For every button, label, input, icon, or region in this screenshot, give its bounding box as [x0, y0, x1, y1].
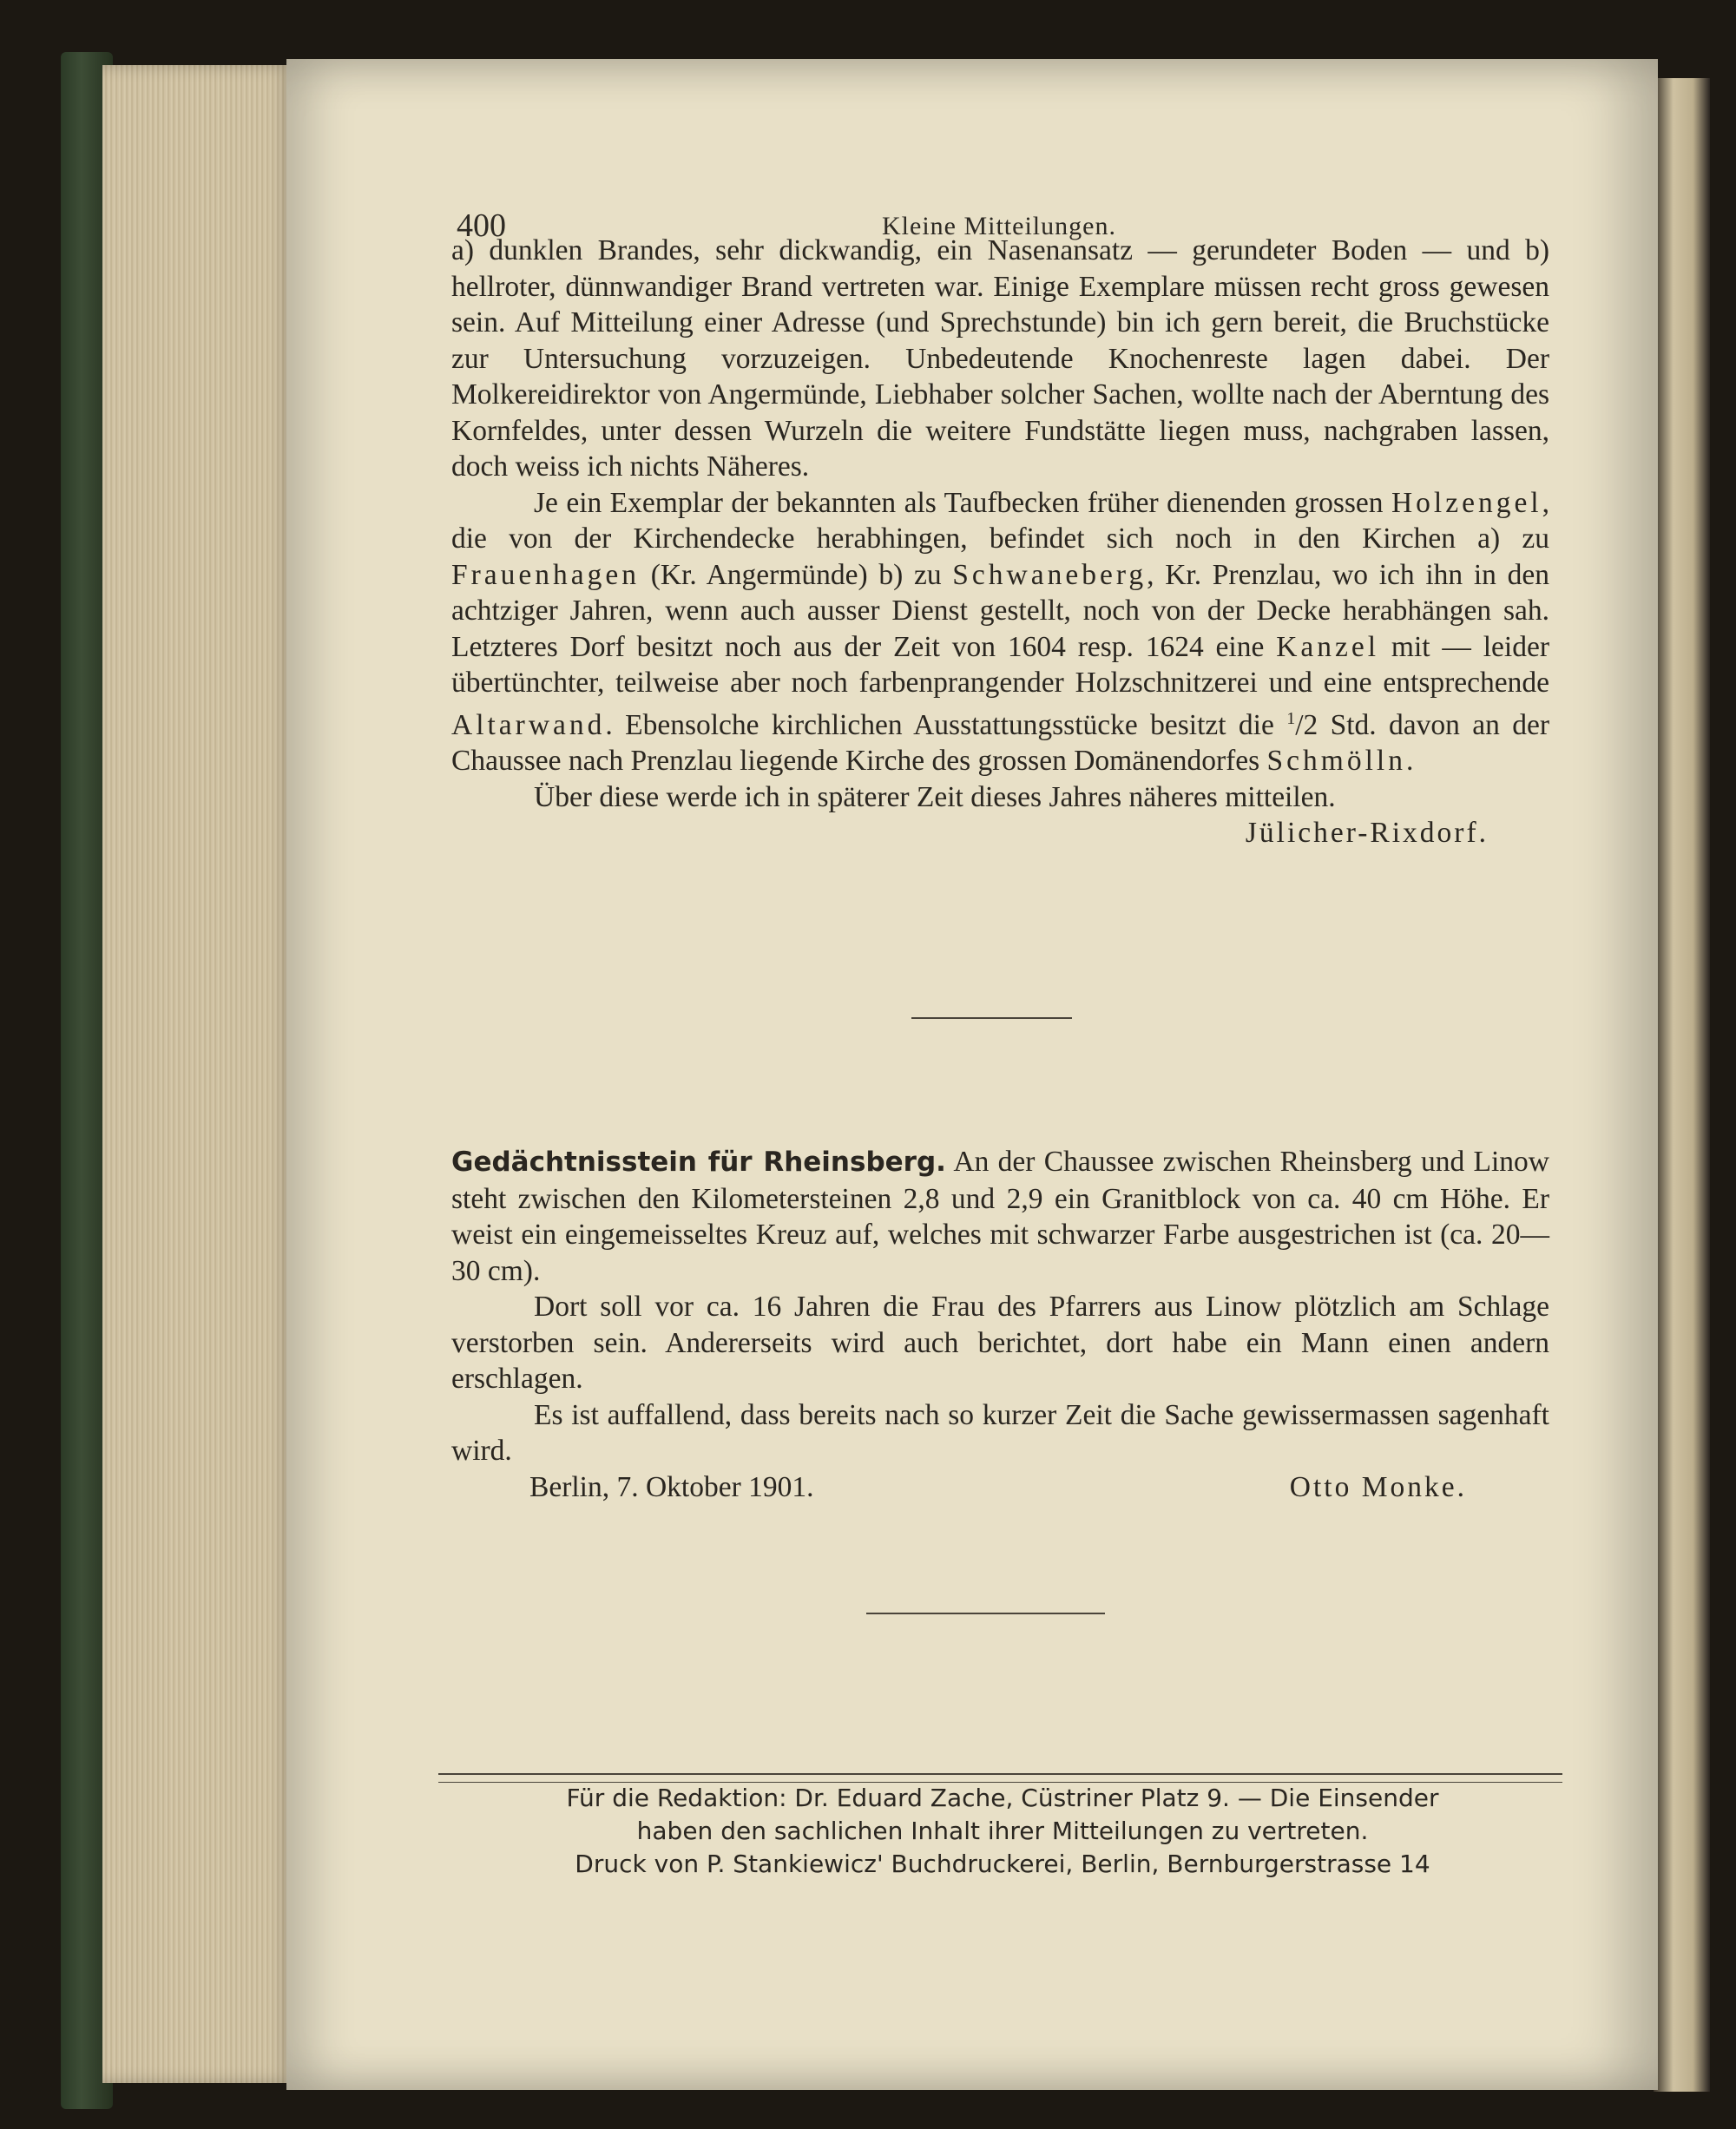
article-2-paragraph-2: Dort soll vor ca. 16 Jahren die Frau des Pfarrers aus Linow plötzlich am Schlage verstorben sein. Andererseits wird auch berichtet, dort habe ein Mann einen andern erschlagen.: [451, 1291, 1549, 1395]
text-run: , die von der Kirchendecke herabhingen, befindet sich noch in den Kirchen a) zu: [451, 486, 1549, 555]
end-divider: [866, 1613, 1105, 1614]
date-place: Berlin, 7. Oktober 1901.: [529, 1470, 814, 1503]
article-1-paragraph-2: [451, 485, 1549, 779]
spaced-term-schmoelln: Schmölln: [1266, 745, 1406, 778]
author: Otto Monke.: [1289, 1470, 1467, 1503]
imprint-footer: [438, 1782, 1567, 1881]
dateline: [451, 1469, 1549, 1506]
spaced-term-altarwand: Altarwand: [451, 708, 606, 741]
running-head: [286, 144, 1658, 244]
text-run: , Kr. Prenzlau, wo ich ihn in den achtziger Jahren, wenn auch ausser Dienst gestellt, noch von der Decke herabhängen sah. Letzteres Dorf besitzt noch aus der Zeit von 1604 resp. 1624 eine: [451, 558, 1549, 663]
text-run: mit — leider übertünchter, teilweise aber noch farbenprangender Holzschnitzerei und eine entsprechende: [451, 630, 1549, 699]
text-run: Je ein Exemplar der bekannten als Taufbecken früher dienenden grossen: [534, 486, 1391, 519]
fraction-numerator: 1: [1286, 708, 1296, 728]
book-page: [286, 59, 1658, 2090]
article-2-paragraph-3: Es ist auffallend, dass bereits nach so kurzer Zeit die Sache gewissermassen sagenhaft wird.: [451, 1398, 1549, 1467]
signature: Jülicher-Rixdorf.: [1245, 817, 1489, 850]
article-1-paragraph-3: Über diese werde ich in späterer Zeit dieses Jahres näheres mitteilen.: [534, 780, 1336, 813]
page-stack-right: [1654, 78, 1710, 2092]
page-stack-left: [102, 65, 293, 2083]
footer-line-2: haben den sachlichen Inhalt ihrer Mitteilungen zu vertreten.: [636, 1817, 1369, 1845]
spaced-term-schwaneberg: Schwaneberg: [952, 558, 1147, 591]
text-run: Std. davon an der Chaussee nach Prenzlau liegende Kirche des grossen Domänendorfes: [451, 708, 1549, 778]
footer-line-1: Für die Redaktion: Dr. Eduard Zache, Cüstriner Platz 9. — Die Einsender: [566, 1784, 1439, 1812]
spaced-term-frauenhagen: Frauenhagen: [451, 558, 641, 591]
fraction-denominator: /2: [1295, 708, 1318, 741]
text-run: .: [1405, 745, 1414, 778]
article-2: [451, 1144, 1549, 1505]
article-1-paragraph-1: a) dunklen Brandes, sehr dickwandig, ein Nasenansatz — gerundeter Boden — und b) hellroter, dünnwandiger Brand vertreten war. Einige Exemplare müssen recht gross gewesen sein. Auf Mitteilung einer Adresse (und Sprechstunde) bin ich gern bereit, die Bruchstücke zur Untersuchung vorzuzeigen. Unbedeutende Knochenreste lagen dabei. Der Molkereidirektor von Angermünde, Liebhaber solcher Sachen, wollte nach der Aberntung des Kornfeldes, unter dessen Wurzeln die weitere Fundstätte liegen muss, nachgraben lassen, doch weiss ich nichts Näheres.: [451, 234, 1549, 483]
text-run: (Kr. Angermünde) b) zu: [640, 558, 953, 591]
footer-line-3: Druck von P. Stankiewicz' Buchdruckerei, Berlin, Bernburgerstrasse 14: [575, 1850, 1430, 1878]
article-2-paragraph-1: [451, 1144, 1549, 1289]
article-1: [451, 233, 1549, 851]
article-heading: Gedächtnisstein für Rheinsberg.: [451, 1147, 946, 1178]
text-run: An der Chaussee zwischen Rheinsberg und Linow steht zwischen den Kilometersteinen 2,8 und 2,9 ein Granitblock von ca. 40 cm Höhe. Er weist ein eingemeisseltes Kreuz auf, welches mit schwarzer Farbe ausgestrichen ist (ca. 20—30 cm).: [451, 1146, 1549, 1287]
spaced-term-kanzel: Kanzel: [1276, 630, 1380, 663]
spaced-term-holzengel: Holzengel: [1391, 486, 1542, 519]
section-divider: [911, 1017, 1072, 1019]
text-run: . Ebensolche kirchlichen Ausstattungsstücke besitzt die: [605, 708, 1287, 741]
page-number: 400: [457, 207, 506, 244]
running-title: Kleine Mitteilungen.: [882, 212, 1116, 240]
